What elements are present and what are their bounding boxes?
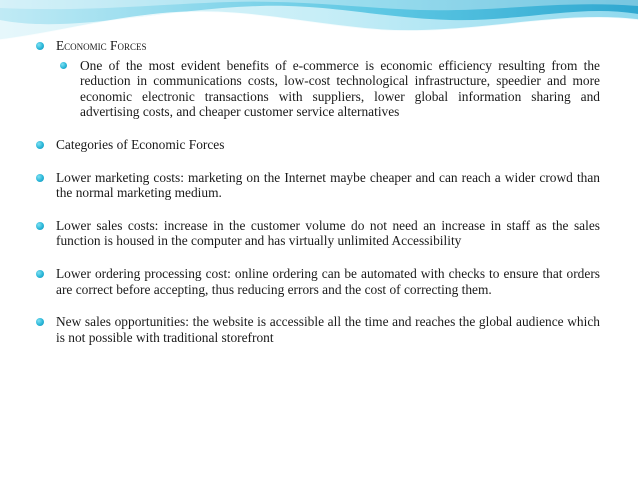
bullet-categories: [34, 137, 600, 153]
bullet-sales-costs: [34, 218, 600, 249]
bullet-text: Lower sales costs: increase in the customer volume do not need an increase in staff as the sales function is housed in the computer and has virtually unlimited Accessibility: [56, 217, 600, 249]
bullet-marketing-costs: [34, 170, 600, 201]
bullet-dot-icon: [36, 222, 44, 230]
bullet-economic-forces: [34, 38, 600, 54]
slide-content: [34, 38, 600, 345]
bullet-ordering-cost: [34, 266, 600, 297]
bullet-dot-icon: [60, 62, 67, 69]
sub-bullet-efficiency: [34, 58, 600, 120]
bullet-text: Lower marketing costs: marketing on the Internet maybe cheaper and can reach a wider crowd than the normal marketing medium.: [56, 169, 600, 201]
bullet-dot-icon: [36, 42, 44, 50]
bullet-dot-icon: [36, 174, 44, 182]
bullet-text: New sales opportunities: the website is accessible all the time and reaches the global audience which is not possible with traditional storefront: [56, 314, 600, 345]
bullet-dot-icon: [36, 141, 44, 149]
bullet-sales-opportunities: [34, 314, 600, 345]
bullet-text: Lower ordering processing cost: online ordering can be automated with checks to ensure that orders are correct before accepting, thus reducing errors and the cost of correcting them.: [56, 265, 600, 297]
bullet-dot-icon: [36, 270, 44, 278]
bullet-dot-icon: [36, 318, 44, 326]
sub-bullet-text: One of the most evident benefits of e-commerce is economic efficiency resulting from the reduction in communications costs, low-cost technological infrastructure, speedier and more economic electronic transactions with suppliers, lower global information sharing and advertising costs, and cheaper customer service alternatives: [80, 57, 600, 120]
bullet-text: Economic Forces: [56, 38, 147, 53]
bullet-text: Categories of Economic Forces: [56, 136, 225, 152]
